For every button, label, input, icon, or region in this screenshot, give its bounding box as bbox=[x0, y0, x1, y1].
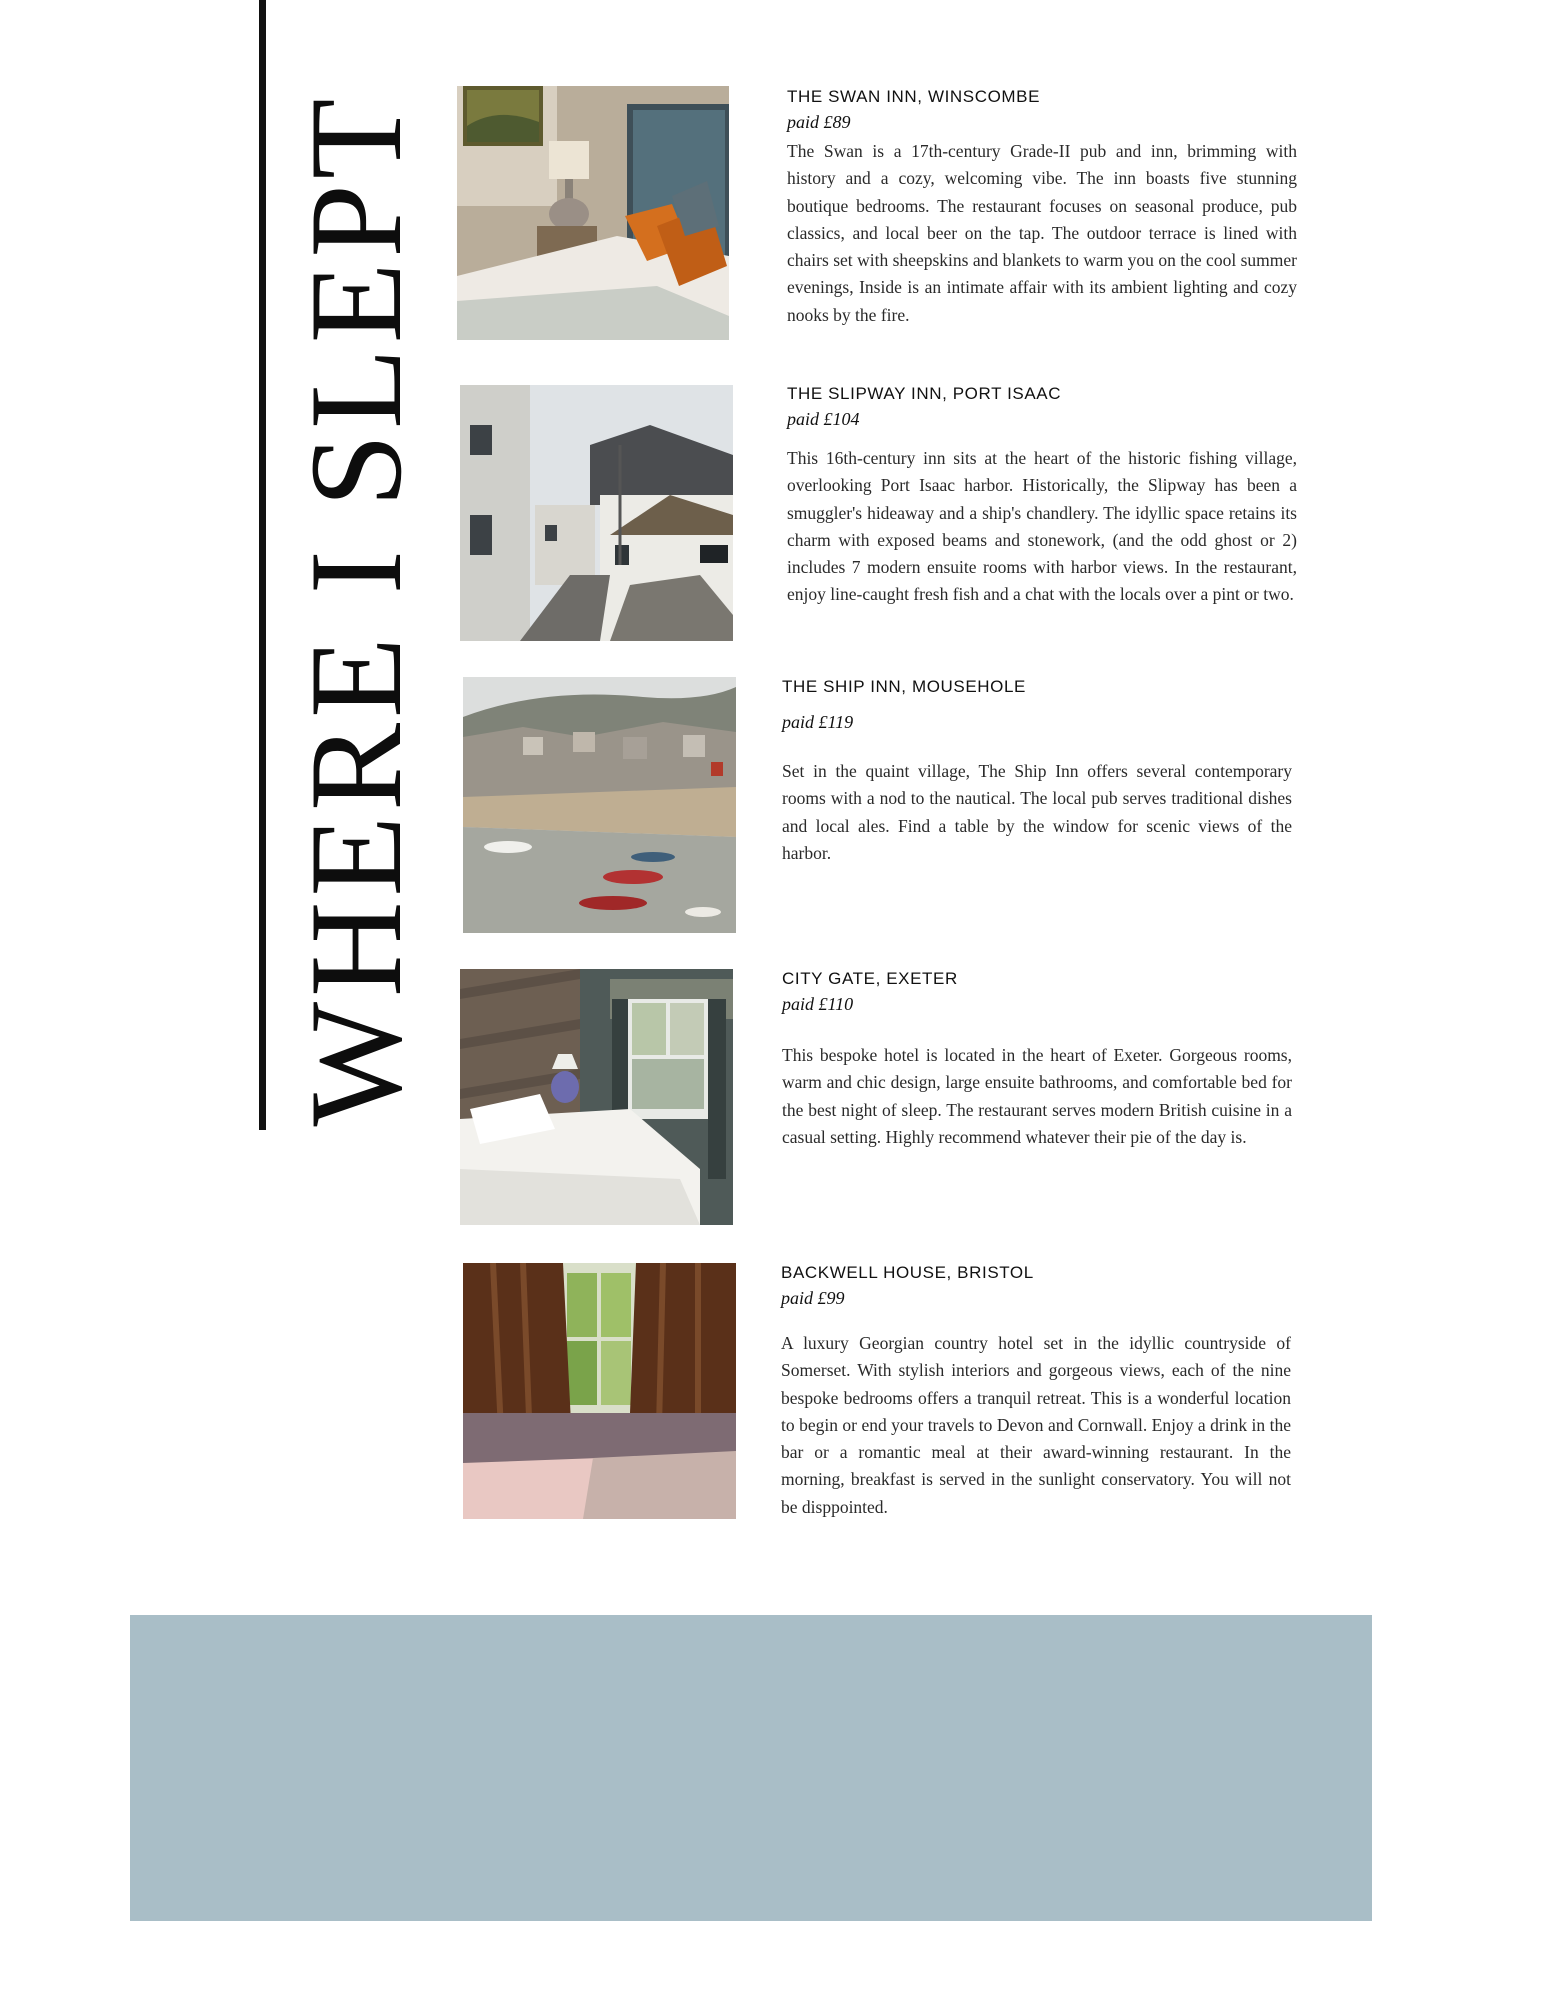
entry-text bbox=[782, 968, 1292, 1151]
entry-price: paid £104 bbox=[787, 409, 860, 429]
entry-name: BACKWELL HOUSE, BRISTOL bbox=[781, 1263, 1034, 1282]
entry-description: This 16th-century inn sits at the heart of the historic fishing village, overlooking Port Isaac harbor. Historically, the Slipway has been a smuggler's hideaway and a ship's chandlery. The idyllic space retains its charm with exposed beams and stonework, (and the odd ghost or 2) includes 7 modern ensuite rooms with harbor views. In the restaurant, enjoy line-caught fresh fish and a chat with the locals over a pint or two. bbox=[787, 448, 1297, 605]
entry-price: paid £119 bbox=[782, 712, 854, 732]
village-street-photo-icon bbox=[460, 385, 733, 641]
accent-band bbox=[130, 1615, 1372, 1921]
title-container bbox=[282, 80, 429, 1140]
entry-name: CITY GATE, EXETER bbox=[782, 969, 958, 988]
entry-description: This bespoke hotel is located in the heart of Exeter. Gorgeous rooms, warm and chic design, large ensuite bathrooms, and comfortable bed for the best night of sleep. The restaurant serves modern British cuisine in a casual setting. Highly recommend whatever their pie of the day is. bbox=[782, 1045, 1292, 1147]
entry-price: paid £99 bbox=[781, 1288, 845, 1308]
page-title: WHERE I SLEPT bbox=[282, 93, 429, 1127]
entry-text bbox=[787, 383, 1297, 609]
window-view-photo-icon bbox=[463, 1263, 736, 1519]
entry-name: THE SLIPWAY INN, PORT ISAAC bbox=[787, 384, 1062, 403]
entry-price: paid £110 bbox=[782, 994, 854, 1014]
entry-name: THE SWAN INN, WINSCOMBE bbox=[787, 87, 1041, 106]
entry-text bbox=[781, 1262, 1291, 1521]
entry-description: The Swan is a 17th-century Grade-II pub and inn, brimming with history and a cozy, welcoming vibe. The inn boasts five stunning boutique bedrooms. The restaurant focuses on seasonal produce, pub classics, and local beer on the tap. The outdoor terrace is lined with chairs set with sheepskins and blankets to warm you on the cool summer evenings, Inside is an intimate affair with its ambient lighting and cozy nooks by the fire. bbox=[787, 141, 1297, 325]
entry-name: THE SHIP INN, MOUSEHOLE bbox=[782, 677, 1026, 696]
hotel-room-photo-icon bbox=[460, 969, 733, 1225]
entry-text bbox=[782, 676, 1292, 867]
harbor-photo-icon bbox=[463, 677, 736, 933]
bedroom-photo-icon bbox=[457, 86, 729, 340]
entry-description: Set in the quaint village, The Ship Inn offers several contemporary rooms with a nod to the nautical. The local pub serves traditional dishes and local ales. Find a table by the window for scenic views of the harbor. bbox=[782, 761, 1292, 863]
vertical-rule bbox=[259, 0, 266, 1130]
entry-text bbox=[787, 86, 1297, 329]
entry-price: paid £89 bbox=[787, 112, 851, 132]
entry-description: A luxury Georgian country hotel set in the idyllic countryside of Somerset. With stylish interiors and gorgeous views, each of the nine bespoke bedrooms offers a tranquil retreat. This is a wonderful location to begin or end your travels to Devon and Cornwall. Enjoy a drink in the bar or a romantic meal at their award-winning restaurant. In the morning, breakfast is served in the sunlight conservatory. You will not be disppointed. bbox=[781, 1333, 1291, 1517]
